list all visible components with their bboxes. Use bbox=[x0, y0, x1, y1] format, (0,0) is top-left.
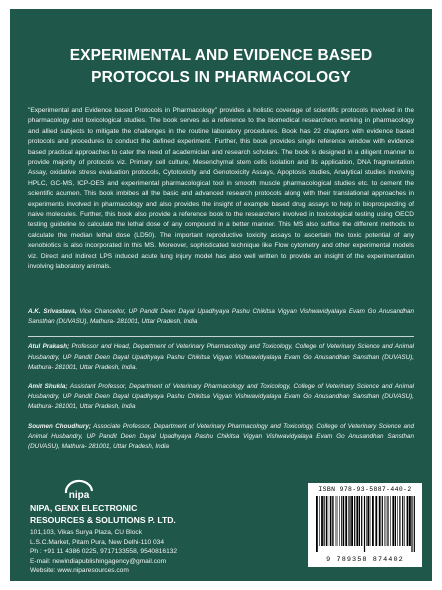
barcode-bar bbox=[326, 496, 327, 546]
barcode-bar bbox=[372, 496, 374, 546]
barcode-bar bbox=[375, 496, 377, 546]
barcode-bar bbox=[387, 496, 388, 546]
barcode-bar bbox=[366, 496, 367, 546]
barcode-bar bbox=[361, 496, 362, 546]
publisher-name-line1: NIPA, GENX ELECTRONIC bbox=[30, 503, 138, 513]
barcode-bar bbox=[399, 496, 400, 546]
barcode-bar bbox=[364, 496, 365, 552]
barcode-bar bbox=[411, 496, 412, 552]
barcode-bar bbox=[385, 496, 386, 546]
author-affiliation: Professor and Head, Department of Veterinary Pharmacology and Toxicology, College of Veterinary Science and Animal Husbandry, UP Pandit Deen Dayal Upadhyaya Pashu Chikitsa Vigyan Vishwavidyalaya Evam Go Anusandhan Sansthan (DUVASU), Mathura- 281001, Uttar Pradesh, India. bbox=[28, 343, 414, 371]
publisher-address-line2: L.S.C.Market, Pitam Pura, New Delhi-110 034 bbox=[30, 538, 165, 546]
author-affiliation: Associate Professor, Department of Veterinary Pharmacology and Toxicology, College of Veterinary Science and Animal Husbandry, UP Pandit Deen Dayal Upadhyaya Pashu Chikitsa Vigyan Vishwavidyalaya Evam Go Anusandhan Sansthan (DUVASU), Mathura- 281001, Uttar Pradesh, India bbox=[28, 422, 415, 451]
author-entry bbox=[28, 307, 414, 327]
barcode-bar bbox=[321, 496, 323, 546]
book-title-line2: PROTOCOLS IN PHARMACOLOGY bbox=[91, 69, 351, 86]
author-list bbox=[28, 307, 414, 461]
barcode-bar bbox=[359, 496, 360, 546]
barcode-bar bbox=[354, 496, 355, 546]
author-entry bbox=[28, 422, 414, 453]
barcode-bar bbox=[351, 496, 353, 546]
author-entry bbox=[28, 382, 414, 413]
barcode-bar bbox=[336, 496, 337, 546]
barcode-bar bbox=[319, 496, 320, 546]
barcode-bar bbox=[402, 496, 403, 546]
barcode-bar bbox=[414, 496, 415, 552]
barcode-bar bbox=[328, 496, 329, 546]
author-name: A.K. Srivastava, bbox=[28, 308, 77, 315]
barcode-bar bbox=[330, 496, 331, 546]
barcode-bar bbox=[339, 496, 340, 546]
isbn-barcode bbox=[308, 483, 422, 567]
author-name: Atul Prakash; bbox=[28, 343, 70, 351]
book-description: "Experimental and Evidence based Protocols in Pharmacology" provides a holistic coverage of scientific protocols involved in the pharmacology and toxicological studies. The book serves as a reference to the biomedical researchers working in pharmacology and allied subjects to mitigate the challenges in the routine laboratory procedures. Book has 22 chapters with evidence based protocols and procedures to conduct the defined experiment. Further, this book provides single reference window with evidence based practical approaches to cater the need of academician and research scholars. The book is designed in a diligent manner to provide majority of protocols viz. Primary cell culture, Mesenchymal stem cells isolation and its application, DNA fragmentation Assay, oxidative stress evaluation protocols, Cytotoxicity and Genotoxicity Assays, Apoptosis studies, Analytical studies involving HPLC, GC-MS, ICP-OES and experimental pharmacological tool in smooth muscle pharmacological studies etc. to cement the scientific acumen. This book imbibes all the basic and advanced research protocols along with their translational approaches in experiments involved in pharmacology and also provides the insight of example based drug assays to help in bioprospecting of naive molecules. Further, this book also provide a reference book to the researchers involved in toxicological testing using OECD testing guideline to calculate the lethal dose of any compound in a better manner. This MS also suffice the different methods to calculate the median lethal dose (LD50). The important reproductive toxicity assays to ascertain the toxic potential of any xenobiotics is also incorporated in this MS. Moreover, sophisticated technique like Flow cytometry and other experimental models viz. Direct and Indirect LPS induced acute lung injury model has also well written to provide an insight of the experimentation involving laboratory animals. bbox=[28, 107, 414, 271]
barcode-bar bbox=[324, 496, 325, 546]
barcode-bar bbox=[386, 496, 387, 546]
barcode-bar bbox=[382, 496, 383, 546]
nipa-logo bbox=[62, 479, 96, 501]
logo-text: nipa bbox=[68, 490, 90, 501]
barcode-bar bbox=[345, 496, 347, 546]
publisher-info bbox=[30, 503, 290, 576]
publisher-email: E-mail: newindiapublishingagency@gmail.com bbox=[30, 557, 167, 565]
barcode-bar bbox=[379, 496, 381, 546]
barcode-bar bbox=[367, 496, 369, 546]
author-divider bbox=[28, 336, 414, 337]
barcode-bar bbox=[356, 496, 358, 546]
barcode-bar bbox=[341, 496, 342, 546]
barcode-bar bbox=[407, 496, 409, 546]
author-affiliation: Vice Chancellor, UP Pandit Deen Dayal Upadhyaya Pashu Chikitsa Vigyan Vishwavidyalaya Evam Go Anusandhan Sansthan (DUVASU), Mathura- 281001, Uttar Pradesh, India bbox=[28, 308, 414, 326]
back-cover bbox=[10, 9, 432, 581]
barcode-bar bbox=[316, 496, 318, 552]
barcode-bar bbox=[348, 496, 349, 546]
barcode-bar bbox=[397, 496, 398, 546]
publisher-address-line1: 101,103, Vikas Surya Plaza, CU Block bbox=[30, 529, 143, 536]
publisher-name-line2: RESOURCES & SOLUTIONS P. LTD. bbox=[30, 514, 176, 525]
barcode-bar bbox=[370, 496, 371, 546]
publisher-phone: Ph : +91 11 4386 0225, 9717133558, 9540816132 bbox=[30, 548, 178, 555]
barcode-bar bbox=[404, 496, 405, 546]
book-title-line1: EXPERIMENTAL AND EVIDENCE BASED bbox=[69, 47, 373, 64]
author-name: Soumen Choudhury; bbox=[28, 422, 91, 430]
isbn-label: ISBN 978-93-5887-440-2 bbox=[318, 486, 412, 493]
barcode-bar bbox=[349, 496, 350, 546]
publisher-website: Website: www.niparesources.com bbox=[30, 567, 129, 574]
barcode-bar bbox=[390, 496, 391, 546]
barcode-bar bbox=[337, 496, 338, 546]
barcode-bar bbox=[395, 496, 396, 546]
barcode-bar bbox=[343, 496, 344, 546]
barcode-bar bbox=[333, 496, 334, 546]
barcode-bar bbox=[409, 496, 411, 546]
barcode-bar bbox=[332, 496, 333, 546]
author-entry bbox=[28, 342, 414, 373]
barcode-digits: 9 789358 874402 bbox=[326, 556, 404, 564]
barcode-bars bbox=[314, 496, 416, 552]
author-affiliation: Assistant Professor, Department of Veterinary Pharmacology and Toxicology, College of Veterinary Science and Animal Husbandry, UP Pandit Deen Dayal Upadhyaya Pashu Chikitsa Vigyan Vishwavidyalaya Evam Go Anusandhan Sansthan (DUVASU), Mathura- 281001, Uttar Pradesh, India bbox=[28, 383, 414, 411]
book-title bbox=[30, 45, 412, 89]
barcode-bar bbox=[392, 496, 394, 546]
author-name: Amit Shukla; bbox=[28, 383, 68, 391]
